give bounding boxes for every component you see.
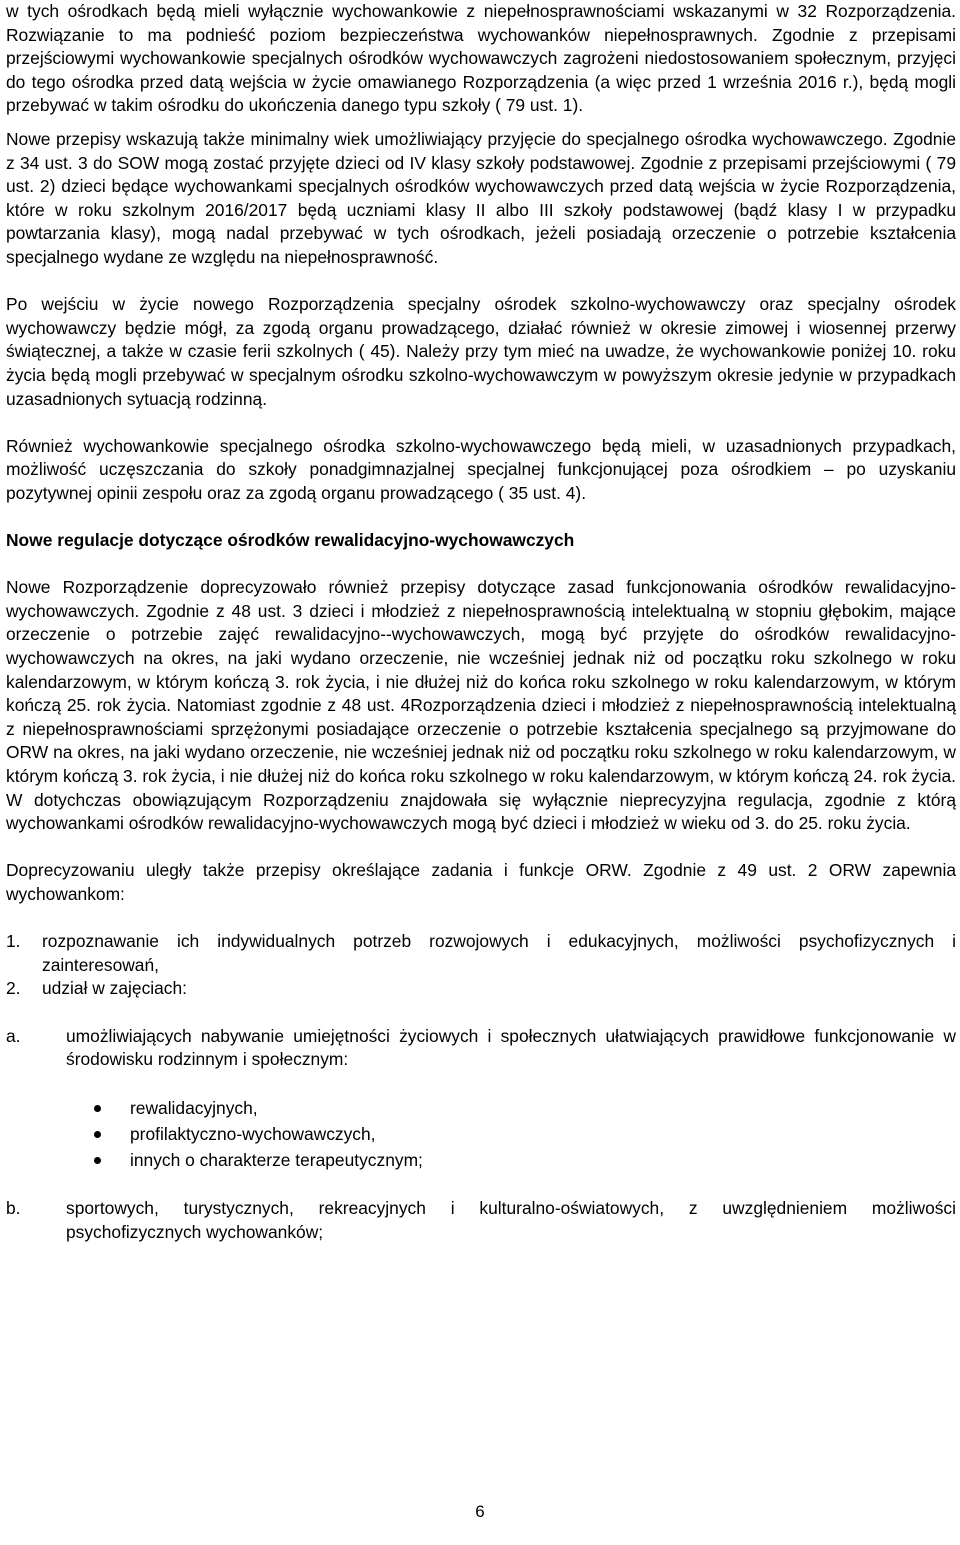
list-item-text: udział w zajęciach: xyxy=(42,978,187,999)
bullet-item-text: profilaktyczno-wychowawczych, xyxy=(130,1124,376,1145)
bullet-item xyxy=(6,1147,956,1173)
list-item xyxy=(6,1025,956,1072)
list-item-text: umożliwiających nabywanie umiejętności życiowych i społecznych ułatwiających prawidłowe funkcjonowanie w środowisku rodzinnym i społecznym: xyxy=(66,1025,956,1070)
list-item xyxy=(6,977,956,1001)
bullet-item xyxy=(6,1121,956,1147)
bullet-dot-icon xyxy=(94,1131,101,1138)
lettered-list xyxy=(6,1025,956,1072)
bullet-item-text: rewalidacyjnych, xyxy=(130,1098,258,1119)
document-page xyxy=(6,0,956,1244)
paragraph-sow-transitional: w tych ośrodkach będą mieli wyłącznie wychowankowie z niepełnosprawnościami wskazanymi w 32 Rozporządzenia. Rozwiązanie to ma podnieść poziom bezpieczeństwa wychowanków niepełnosprawnych. Zgodnie z przepisami przejściowymi wychowankowie specjalnych ośrodków wychowawczych zagrożeni niedostosowaniem społecznym, przyjęci do tego ośrodka przed datą wejścia w życie omawianego Rozporządzenia (a więc przed 1 września 2016 r.), będą mogli przebywać w takim ośrodku do ukończenia danego typu szkoły ( 79 ust. 1). xyxy=(6,1,956,116)
bullet-dot-icon xyxy=(94,1105,101,1112)
section-heading: Nowe regulacje dotyczące ośrodków rewalidacyjno-wychowawczych xyxy=(6,530,575,551)
list-item-letter: a. xyxy=(6,1025,21,1046)
bullet-item xyxy=(6,1095,956,1121)
list-item xyxy=(6,930,956,977)
paragraph-orw-age-rules: Nowe Rozporządzenie doprecyzowało również przepisy dotyczące zasad funkcjonowania ośrodków rewalidacyjno-wychowawczych. Zgodnie z 48 ust. 3 dzieci i młodzież z niepełnosprawnością intelektualną w stopniu głębokim, mające orzeczenie o potrzebie zajęć rewalidacyjno--wychowawczych, mogą być przyjęte do ośrodków rewalidacyjno-wychowawczych na okres, na jaki wydano orzeczenie, nie wcześniej jednak niż od początku roku szkolnego w roku kalendarzowym, w którym kończą 3. rok życia, i nie dłużej niż do końca roku szkolnego w roku kalendarzowym, w którym kończą 25. rok życia. Natomiast zgodnie z 48 ust. 4Rozporządzenia dzieci i młodzież z niepełnosprawnością intelektualną z niepełnosprawnościami sprzężonymi posiadające orzeczenie o potrzebie kształcenia specjalnego są przyjmowane do ORW na okres, na jaki wydano orzeczenie, nie wcześniej jednak niż od początku roku szkolnego w roku kalendarzowym, w którym kończą 3. rok życia, i nie dłużej niż do końca roku szkolnego w roku kalendarzowym, w którym kończą 24. rok życia. W dotychczas obowiązującym Rozporządzeniu znajdowała się wyłącznie nieprecyzyjna regulacja, zgodnie z którą wychowankami ośrodków rewalidacyjno-wychowawczych mogą być dzieci i młodzież w wieku od 3. do 25. roku życia. xyxy=(6,577,956,834)
list-item-number: 1. xyxy=(6,931,21,952)
list-item-text: rozpoznawanie ich indywidualnych potrzeb rozwojowych i edukacyjnych, możliwości psychofizycznych i zainteresowań, xyxy=(42,931,956,975)
list-item xyxy=(6,1197,956,1244)
numbered-list xyxy=(6,930,956,1001)
bullet-item-text: innych o charakterze terapeutycznym; xyxy=(130,1150,423,1171)
list-item-letter: b. xyxy=(6,1197,21,1218)
paragraph-holiday-operation: Po wejściu w życie nowego Rozporządzenia specjalny ośrodek szkolno-wychowawczy oraz specjalny ośrodek wychowawczy będzie mógł, za zgodą organu prowadzącego, działać również w okresie zimowej i wiosennej przerwy świątecznej, a także w czasie ferii szkolnych ( 45). Należy przy tym mieć na uwadze, że wychowankowie poniżej 10. roku życia będą mogli przebywać w specjalnym ośrodku szkolno-wychowawczym w powyższym okresie jedynie w przypadkach uzasadnionych sytuacją rodzinną. xyxy=(6,294,956,409)
paragraph-orw-tasks-intro: Doprecyzowaniu uległy także przepisy określające zadania i funkcje ORW. Zgodnie z 49 ust. 2 ORW zapewnia wychowankom: xyxy=(6,860,956,904)
list-item-number: 2. xyxy=(6,978,21,999)
bullet-dot-icon xyxy=(94,1157,101,1164)
bullet-list xyxy=(6,1095,956,1173)
paragraph-upper-secondary-school: Również wychowankowie specjalnego ośrodka szkolno-wychowawczego będą mieli, w uzasadnionych przypadkach, możliwość uczęszczania do szkoły ponadgimnazjalnej specjalnej funkcjonującej poza ośrodkiem – po uzyskaniu pozytywnej opinii zespołu oraz za zgodą organu prowadzącego ( 35 ust. 4). xyxy=(6,435,956,503)
paragraph-minimum-age: Nowe przepisy wskazują także minimalny wiek umożliwiający przyjęcie do specjalnego ośrodka wychowawczego. Zgodnie z 34 ust. 3 do SOW mogą zostać przyjęte dzieci od IV klasy szkoły podstawowej. Zgodnie z przepisami przejściowymi ( 79 ust. 2) dzieci będące wychowankami specjalnych ośrodków wychowawczych przed datą wejścia w życie Rozporządzenia, które w roku szkolnym 2016/2017 będą uczniami klasy II albo III szkoły podstawowej (bądź klasy I w przypadku powtarzania klasy), mogą nadal przebywać w tych ośrodkach, jeżeli posiadają orzeczenie o potrzebie kształcenia specjalnego wydane ze względu na niepełnosprawność. xyxy=(6,128,956,267)
list-item-text: sportowych, turystycznych, rekreacyjnych i kulturalno-oświatowych, z uwzględnieniem możliwości psychofizycznych wychowanków; xyxy=(66,1197,956,1242)
page-number: 6 xyxy=(475,1502,485,1521)
lettered-list-continued xyxy=(6,1197,956,1244)
